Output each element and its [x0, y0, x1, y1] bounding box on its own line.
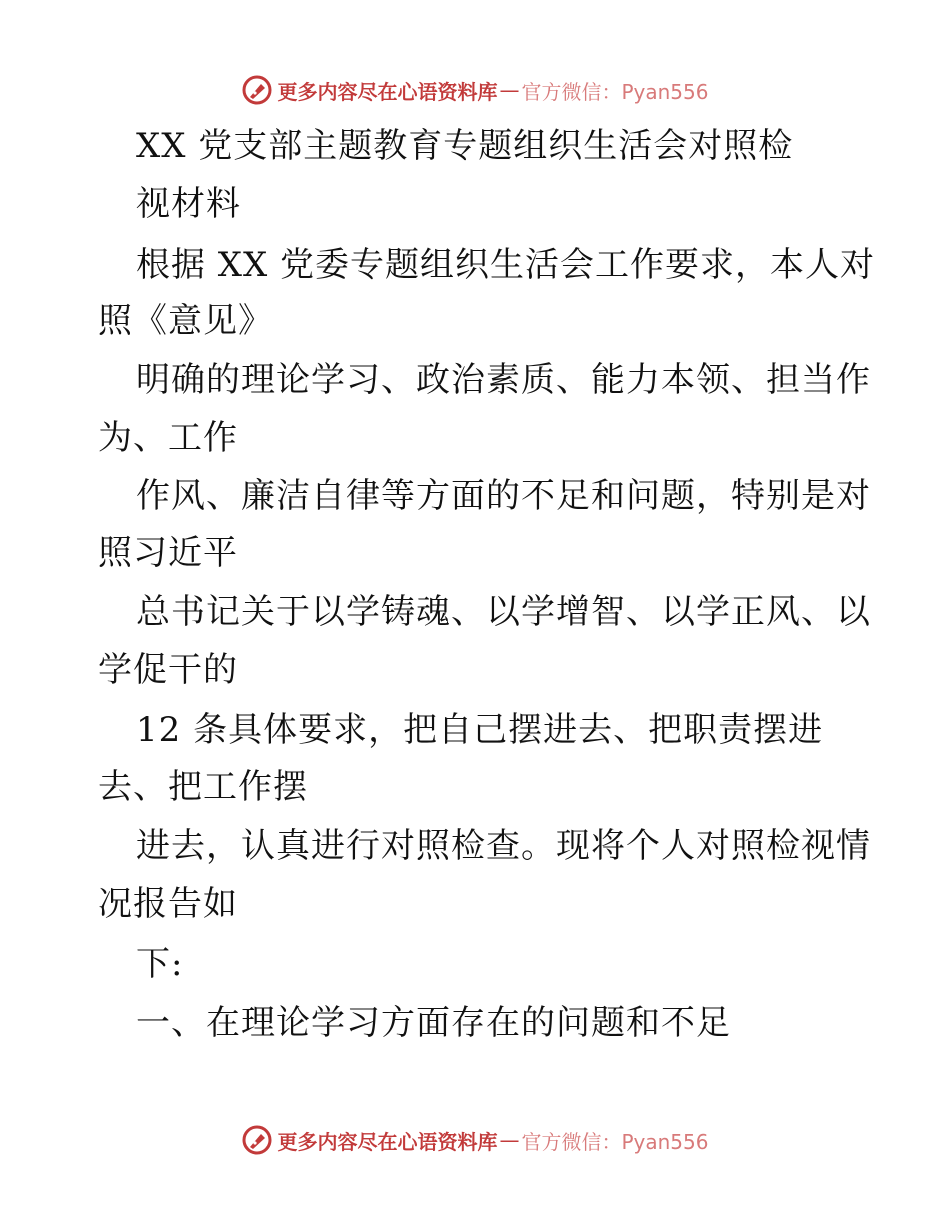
- doc-line: 进去，认真进行对照检查。现将个人对照检视情: [136, 826, 871, 866]
- doc-line-title-1: XX 党支部主题教育专题组织生活会对照检: [136, 126, 794, 166]
- watermark-contact: 官方微信：Pyan556: [521, 1129, 709, 1154]
- doc-line: 况报告如: [98, 884, 238, 924]
- doc-line: 总书记关于以学铸魂、以学增智、以学正风、以: [136, 592, 871, 632]
- doc-line: 下:: [136, 944, 184, 984]
- watermark-brand: 更多内容尽在心语资料库: [277, 1129, 498, 1154]
- doc-line: 12 条具体要求，把自己摆进去、把职责摆进: [136, 710, 824, 750]
- watermark-dash: —: [499, 1128, 520, 1152]
- doc-line-title-2: 视材料: [136, 184, 241, 224]
- doc-line: 照习近平: [98, 533, 238, 573]
- watermark-dash: —: [499, 78, 520, 102]
- watermark-brand: 更多内容尽在心语资料库: [277, 79, 498, 104]
- bottom-watermark-banner: [0, 1120, 950, 1160]
- doc-line: 作风、廉洁自律等方面的不足和问题，特别是对: [136, 476, 871, 516]
- doc-line: 为、工作: [98, 418, 238, 458]
- doc-line: 去、把工作摆: [98, 767, 308, 807]
- pen-nib-circle-icon: [241, 1124, 273, 1156]
- doc-line: 照《意见》: [98, 301, 273, 341]
- watermark-contact: 官方微信：Pyan556: [521, 79, 709, 104]
- section-heading: 一、在理论学习方面存在的问题和不足: [136, 1003, 731, 1043]
- doc-line: 学促干的: [98, 650, 238, 690]
- doc-line: 根据 XX 党委专题组织生活会工作要求，本人对: [136, 245, 876, 285]
- doc-line: 明确的理论学习、政治素质、能力本领、担当作: [136, 360, 871, 400]
